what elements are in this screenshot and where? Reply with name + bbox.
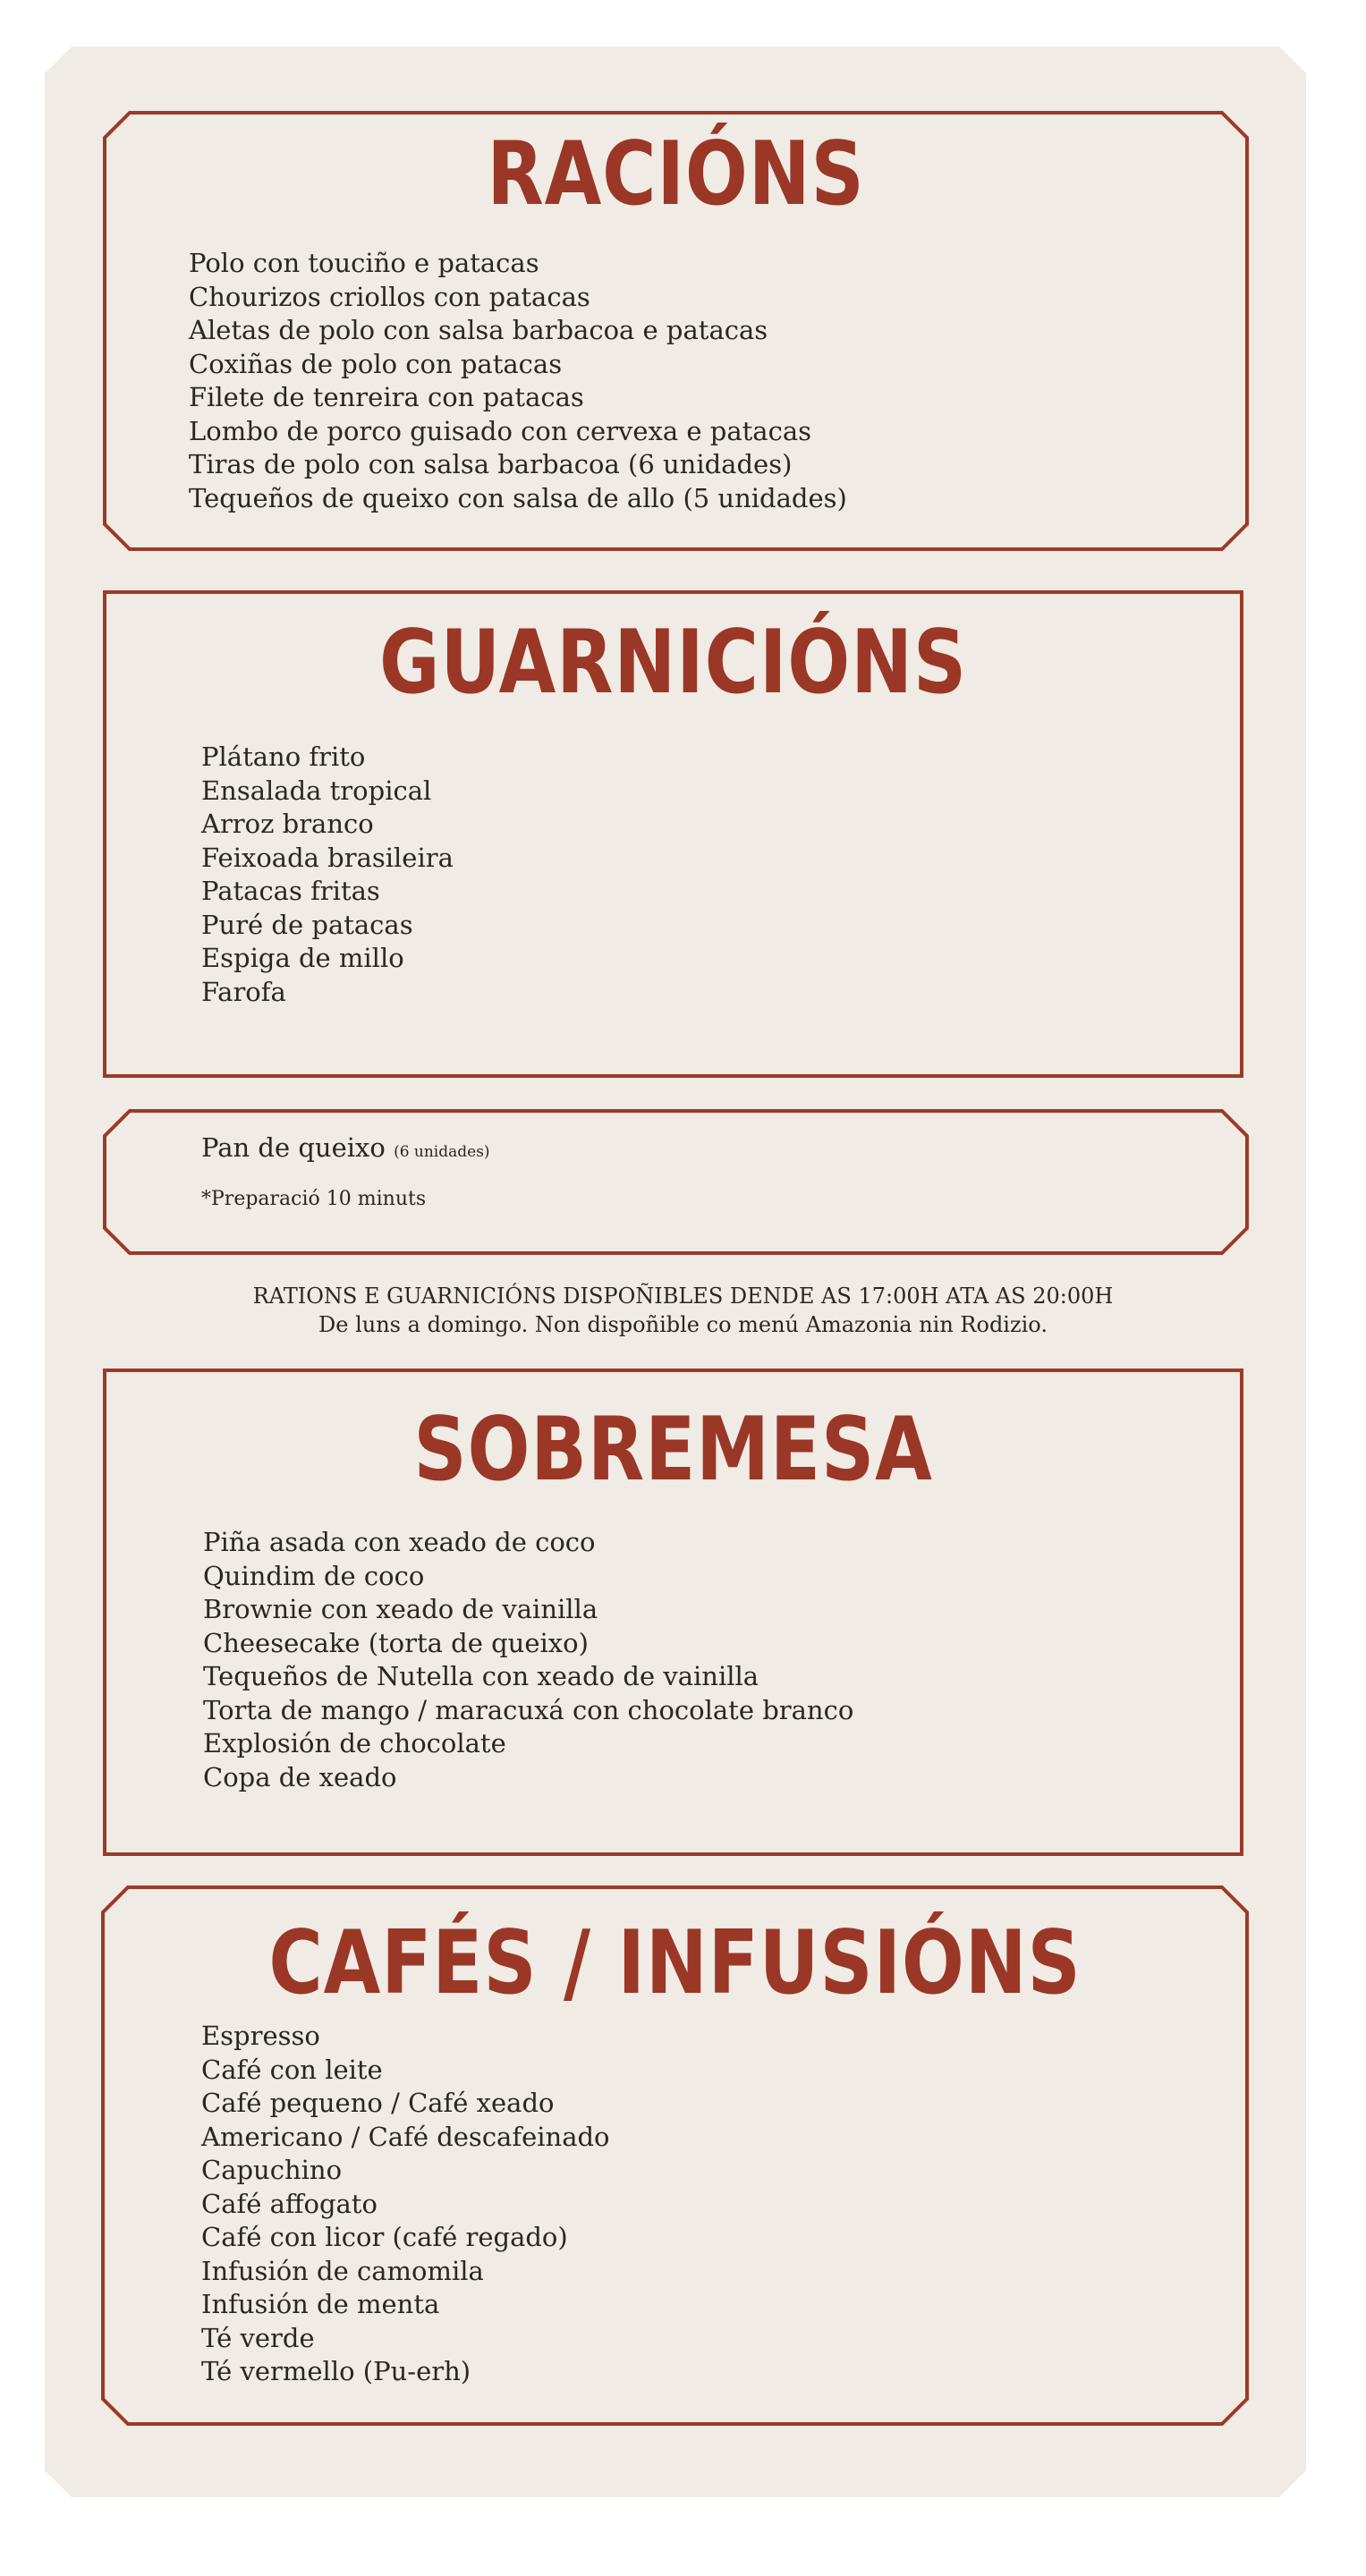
cafes-item: Americano / Café descafeinado bbox=[201, 2121, 610, 2152]
racions-item: Filete de tenreira con patacas bbox=[189, 382, 584, 412]
guarnicions-item: Arroz branco bbox=[201, 809, 374, 839]
guarnicions-title: GUARNICIÓNS bbox=[379, 612, 967, 714]
sobremesa-item: Copa de xeado bbox=[203, 1761, 397, 1792]
racions-section bbox=[103, 111, 1249, 551]
guarnicions-list bbox=[201, 741, 454, 1009]
notice-line-2: De luns a domingo. Non dispoñible co menú Amazonia nin Rodizio. bbox=[318, 1312, 1048, 1337]
guarnicions-item: Patacas fritas bbox=[201, 876, 380, 906]
racions-item: Coxiñas de polo con patacas bbox=[189, 348, 563, 379]
guarnicions-item: Plátano frito bbox=[201, 741, 366, 772]
sobremesa-item: Cheesecake (torta de queixo) bbox=[203, 1627, 589, 1658]
availability-notice bbox=[0, 1282, 1366, 1339]
pan-name: Pan de queixo bbox=[201, 1132, 386, 1163]
pan-section bbox=[103, 1109, 1249, 1255]
guarnicions-item: Puré de patacas bbox=[201, 909, 413, 940]
racions-title: RACIÓNS bbox=[487, 123, 865, 225]
cafes-title: CAFÉS / INFUSIÓNS bbox=[268, 1912, 1082, 2014]
cafes-item: Café con leite bbox=[201, 2054, 383, 2085]
cafes-item: Capuchino bbox=[201, 2155, 343, 2185]
racions-item: Tequeños de queixo con salsa de allo (5 unidades) bbox=[189, 482, 847, 513]
racions-item: Aletas de polo con salsa barbacoa e patacas bbox=[189, 315, 768, 345]
cafes-section bbox=[101, 1885, 1249, 2426]
guarnicions-section bbox=[103, 590, 1243, 1078]
racions-item: Tiras de polo con salsa barbacoa (6 unidades) bbox=[189, 449, 793, 479]
pan-frame bbox=[103, 1109, 1249, 1255]
cafes-item: Té verde bbox=[201, 2322, 315, 2353]
sobremesa-item: Brownie con xeado de vainilla bbox=[203, 1594, 598, 1624]
guarnicions-item: Ensalada tropical bbox=[201, 775, 432, 806]
cafes-item: Té vermello (Pu-erh) bbox=[201, 2356, 471, 2386]
racions-item: Lombo de porco guisado con cervexa e patacas bbox=[189, 415, 811, 446]
pan-units: (6 unidades) bbox=[394, 1143, 490, 1161]
racions-item: Chourizos criollos con patacas bbox=[189, 281, 590, 312]
sobremesa-list bbox=[203, 1526, 853, 1794]
sobremesa-item: Quindim de coco bbox=[203, 1560, 425, 1591]
guarnicions-item: Farofa bbox=[201, 976, 286, 1007]
cafes-item: Espresso bbox=[201, 2021, 320, 2051]
racions-list bbox=[189, 247, 847, 515]
cafes-item: Café con licor (café regado) bbox=[201, 2222, 568, 2252]
sobremesa-item: Piña asada con xeado de coco bbox=[203, 1527, 596, 1557]
guarnicions-item: Espiga de millo bbox=[201, 943, 404, 973]
pan-item bbox=[201, 1132, 490, 1163]
notice-line-1: RATIONS E GUARNICIÓNS DISPOÑIBLES DENDE AS 17:00H ATA AS 20:00H bbox=[252, 1284, 1114, 1309]
cafes-item: Infusión de menta bbox=[201, 2289, 440, 2319]
sobremesa-section bbox=[103, 1368, 1243, 1856]
cafes-item: Café pequeno / Café xeado bbox=[201, 2088, 555, 2118]
cafes-item: Café affogato bbox=[201, 2188, 378, 2219]
cafes-list bbox=[201, 2020, 610, 2389]
sobremesa-item: Torta de mango / maracuxá con chocolate branco bbox=[203, 1694, 854, 1725]
pan-note: *Preparació 10 minuts bbox=[201, 1188, 427, 1210]
sobremesa-title: SOBREMESA bbox=[413, 1399, 933, 1501]
sobremesa-item: Explosión de chocolate bbox=[203, 1728, 506, 1758]
sobremesa-item: Tequeños de Nutella con xeado de vainilla bbox=[203, 1661, 759, 1691]
cafes-item: Infusión de camomila bbox=[201, 2255, 484, 2286]
racions-item: Polo con touciño e patacas bbox=[189, 248, 539, 278]
guarnicions-item: Feixoada brasileira bbox=[201, 842, 454, 873]
